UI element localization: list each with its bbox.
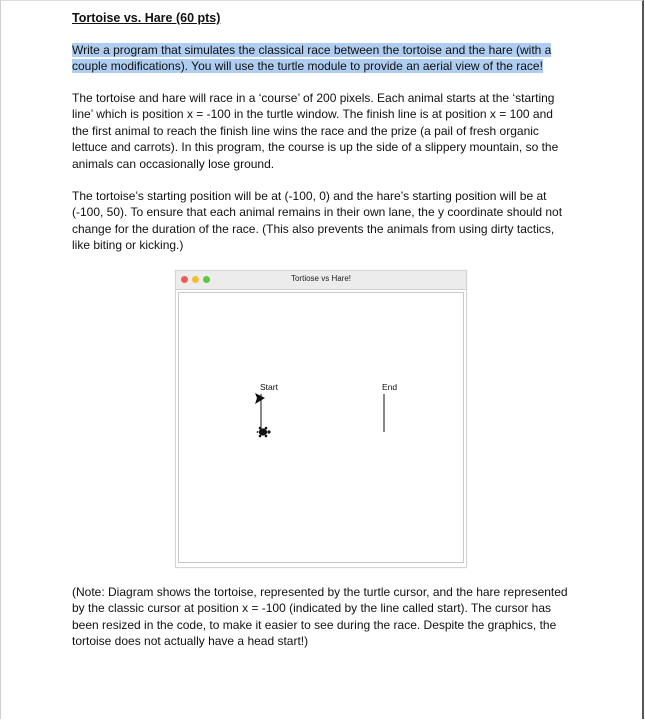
hare-arrow-icon — [255, 393, 265, 404]
window-title: Tortiose vs Hare! — [290, 274, 352, 283]
tortoise-turtle-icon — [257, 427, 271, 438]
paragraph-course-text: The tortoise and hare will race in a ‘course’ of 200 pixels. Each animal starts at the ‘starting line’ which is position x = -100 in the turtle window. The finish line is at position x = 100 and the first animal to reach the finish line wins the race and the prize (a pail of fresh organic lettuce and carrots). In this program, the course is up the side of a slippery mountain, so the animals can occasionally lose ground. — [72, 91, 559, 171]
paragraph-course — [72, 90, 572, 172]
paragraph-positions — [72, 188, 572, 254]
diagram-note-text: (Note: Diagram shows the tortoise, represented by the turtle cursor, and the hare represented by the classic cursor at position x = -100 (indicated by the line called start). The cursor has been resized in the code, to make it easier to see during the race. Despite the graphics, the tortoise does not actually have a head start!) — [72, 585, 568, 649]
document-content — [72, 10, 572, 254]
diagram-note — [72, 584, 572, 650]
start-label: Start — [260, 382, 278, 392]
paragraph-positions-text: The tortoise’s starting position will be at (-100, 0) and the hare’s starting position will be at (-100, 50). To ensure that each animal remains in their own lane, the y coordinate should not change for the duration of the race. (This also prevents the animals from using dirty tactics, like biting or kicking.) — [72, 189, 563, 253]
end-label: End — [382, 382, 398, 392]
turtle-window-screenshot — [175, 270, 467, 568]
window-titlebar — [176, 271, 466, 290]
highlighted-intro[interactable]: Write a program that simulates the classical race between the tortoise and the hare (with a couple modifications). You will use the turtle module to provide an aerial view of the race! — [72, 43, 552, 73]
assignment-title: Tortoise vs. Hare (60 pts) — [72, 11, 221, 25]
intro-text — [72, 42, 572, 74]
turtle-canvas — [178, 292, 464, 563]
race-drawing — [179, 293, 465, 563]
